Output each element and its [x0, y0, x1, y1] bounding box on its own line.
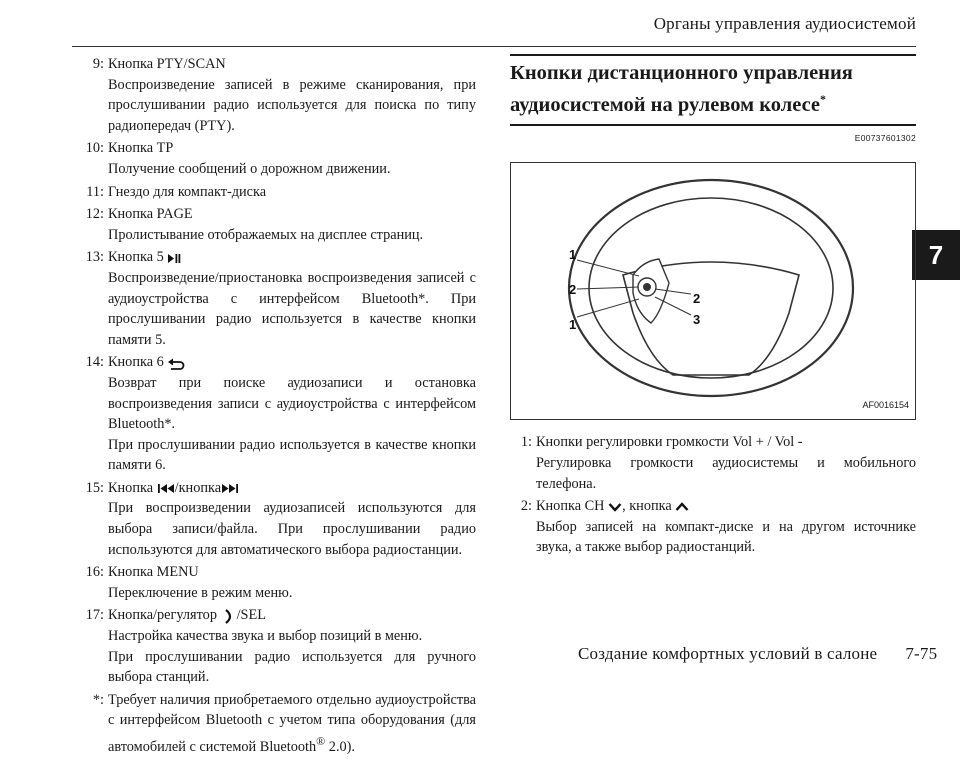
- section-title: Кнопки дистанционного управления аудиосистемой на рулевом колесе*: [510, 54, 916, 126]
- item-title: Кнопка TP: [108, 140, 174, 157]
- list-item: [72, 478, 476, 560]
- item-number: 15:: [85, 479, 104, 496]
- list-item: [510, 496, 916, 558]
- leader-line: [577, 299, 639, 317]
- ch-button-center: [643, 283, 651, 291]
- item-number: 14:: [85, 354, 104, 371]
- footnote-mark: *:: [92, 691, 104, 708]
- item-number: 9:: [92, 56, 104, 72]
- steering-wheel-diagram: [511, 163, 915, 419]
- item-title: Кнопка MENU: [108, 564, 199, 581]
- item-title: Кнопка PAGE: [108, 206, 193, 223]
- callout-label: 2: [569, 282, 577, 298]
- list-item: [72, 352, 476, 476]
- item-desc-2: При прослушивании радио используется для ручного выбора станций.: [108, 648, 476, 686]
- list-item: [72, 182, 476, 203]
- item-title: Кнопка 6: [108, 354, 164, 371]
- registered-mark: ®: [316, 734, 326, 748]
- header-rule: [72, 46, 916, 47]
- footer-section: Создание комфортных условий в салоне: [578, 644, 878, 663]
- item-title-b: /кнопка: [174, 479, 222, 496]
- item-desc: Пролистывание отображаемых на дисплее страниц.: [108, 226, 424, 243]
- item-title: Гнездо для компакт-диска: [108, 183, 267, 200]
- item-desc: Переключение в режим меню.: [108, 584, 293, 601]
- item-title: Кнопка 5: [108, 249, 164, 266]
- leader-line: [577, 287, 638, 289]
- item-number: 1:: [520, 434, 532, 451]
- figure-id: AF0016154: [862, 399, 909, 410]
- running-header: Органы управления аудиосистемой: [653, 14, 916, 33]
- page-footer: [578, 644, 937, 664]
- footnote: [72, 690, 476, 758]
- item-title: Кнопки регулировки громкости Vol + / Vol -: [536, 434, 803, 451]
- callout-label: 1: [569, 247, 577, 263]
- item-desc: Выбор записей на компакт-диске и на другом источнике звука, а также выбор радиостанций.: [536, 518, 916, 556]
- list-item: [72, 54, 476, 136]
- item-title: Кнопка: [108, 479, 154, 496]
- chapter-tab[interactable]: 7: [912, 230, 960, 280]
- page-number: 7-75: [905, 644, 938, 663]
- section-code: E00737601302: [854, 132, 916, 143]
- footnote-tail: 2.0).: [325, 738, 355, 755]
- item-number: 12:: [85, 206, 104, 223]
- item-number: 16:: [85, 564, 104, 581]
- item-desc: Настройка качества звука и выбор позиций в меню.: [108, 628, 423, 645]
- callout-label: 2: [693, 291, 701, 307]
- list-item: [72, 204, 476, 245]
- item-desc: Получение сообщений о дорожном движении.: [108, 160, 391, 177]
- return-icon: [167, 357, 185, 370]
- callout-label: 3: [693, 312, 701, 328]
- item-title-b: , кнопка: [622, 498, 672, 515]
- item-number: 2:: [520, 498, 532, 515]
- list-item: [72, 605, 476, 687]
- footnote-text: Требует наличия приобретаемого отдельно аудиоустройства с интерфейсом Bluetooth с учетом типа оборудования (для автомобилей с системой Bluetooth: [108, 691, 476, 755]
- skip-forward-icon: [221, 483, 239, 494]
- item-number: 11:: [86, 183, 104, 200]
- item-desc: Возврат при поиске аудиозаписи и остановка воспроизведения записи с аудиоустройства с интерфейсом Bluetooth*.: [108, 374, 476, 433]
- left-column: [72, 54, 476, 759]
- item-desc: Регулировка громкости аудиосистемы и мобильного телефона.: [536, 455, 916, 492]
- item-desc: Воспроизведение записей в режиме сканирования, при прослушивании радио используется для поиска по типу радиопередач (PTY).: [108, 76, 476, 134]
- list-item: [72, 562, 476, 603]
- list-item: [510, 432, 916, 494]
- chevron-up-icon: [675, 502, 689, 512]
- steering-wheel-figure: [510, 162, 916, 420]
- leader-line: [577, 260, 639, 276]
- play-pause-icon: [167, 253, 181, 264]
- item-number: 13:: [85, 249, 104, 266]
- section-asterisk: *: [820, 92, 827, 106]
- item-title-b: /SEL: [236, 607, 266, 624]
- skip-back-icon: [157, 483, 175, 494]
- list-item: [72, 138, 476, 179]
- item-title: Кнопка PTY/SCAN: [108, 56, 226, 72]
- item-title: Кнопка CH: [536, 498, 605, 515]
- item-number: 10:: [85, 140, 104, 157]
- right-column: [510, 54, 916, 560]
- list-item: [72, 247, 476, 350]
- chevron-down-icon: [608, 502, 622, 512]
- item-desc: При воспроизведении аудиозаписей используются для выбора записи/файла. При прослушивании радио используются для автоматического выбора радиостанции.: [108, 500, 476, 558]
- item-desc-2: При прослушивании радио используется в качестве кнопки памяти 6.: [108, 436, 476, 474]
- item-desc: Воспроизведение/приостановка воспроизведения записей с аудиоустройства с интерфейсом Bluetooth*. При прослушивании радио используется в качестве кнопки памяти 5.: [108, 269, 476, 348]
- right-list: [510, 432, 916, 558]
- item-number: 17:: [85, 607, 104, 624]
- sound-adjust-icon: [221, 609, 237, 624]
- callout-label: 1: [569, 317, 577, 333]
- item-title: Кнопка/регулятор: [108, 607, 217, 624]
